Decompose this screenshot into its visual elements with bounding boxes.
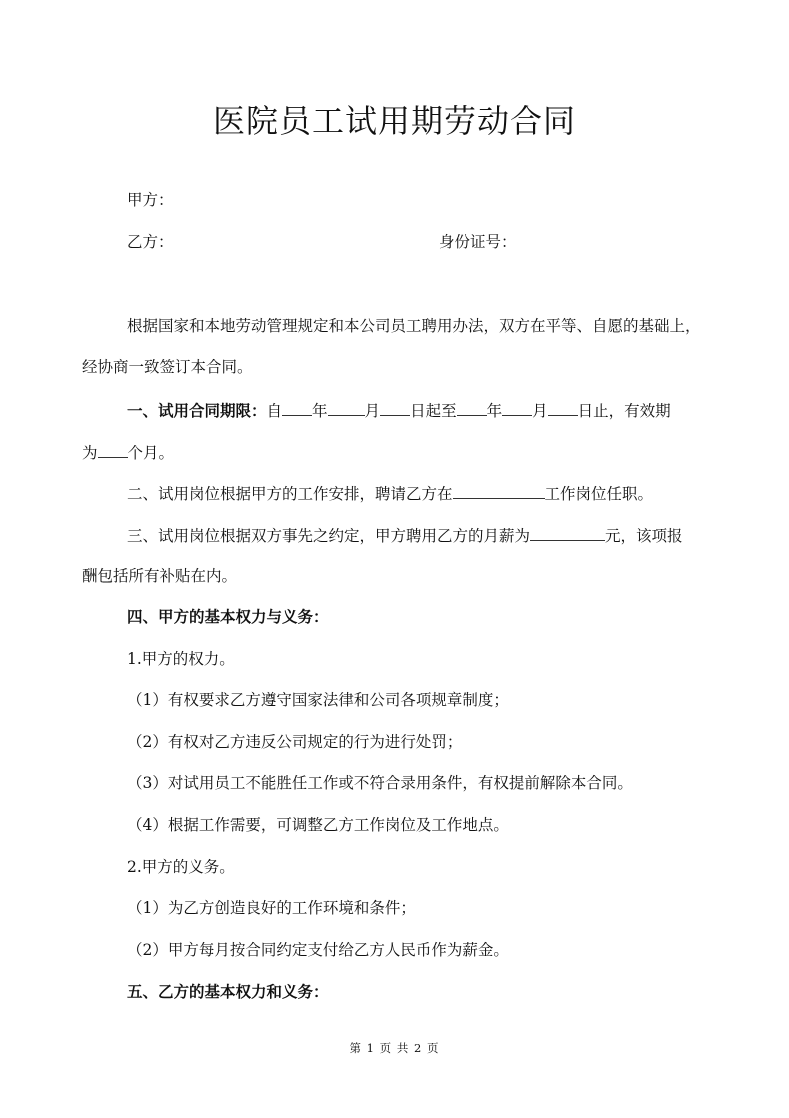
right-item-3: （3）对试用员工不能胜任工作或不符合录用条件，有权提前解除本合同。 — [127, 774, 633, 792]
document-title: 医院员工试用期劳动合同 — [212, 102, 576, 140]
right-item-4: （4）根据工作需要，可调整乙方工作岗位及工作地点。 — [127, 816, 509, 834]
party-a-rights-title: 1.甲方的权力。 — [127, 650, 235, 668]
start-month-blank[interactable] — [328, 399, 365, 416]
clause-1-line-2 — [82, 441, 174, 463]
clause-2 — [127, 482, 653, 504]
clause-1-end-text: 日止，有效期 — [577, 402, 671, 420]
end-month-blank[interactable] — [502, 399, 532, 416]
id-number-label: 身份证号： — [439, 233, 517, 251]
clause-3-line-2: 酬包括所有补贴在内。 — [82, 567, 238, 585]
page-footer: 第 1 页 共 2 页 — [349, 1041, 440, 1055]
party-a-duties-title: 2.甲方的义务。 — [127, 858, 235, 876]
intro-paragraph-line-1: 根据国家和本地劳动管理规定和本公司员工聘用办法，双方在平等、自愿的基础上， — [127, 317, 701, 335]
duty-item-1: （1）为乙方创造良好的工作环境和条件； — [127, 899, 416, 917]
intro-paragraph-line-2: 经协商一致签订本合同。 — [82, 358, 253, 376]
clause-1-year-2: 年 — [486, 402, 503, 420]
right-item-1: （1）有权要求乙方遵守国家法律和公司各项规章制度； — [127, 691, 509, 709]
party-b-label: 乙方： — [127, 233, 174, 251]
clause-1-line-1 — [127, 399, 671, 421]
clause-1-year-1: 年 — [312, 402, 328, 420]
duration-months-blank[interactable] — [98, 441, 128, 458]
clause-2-text-before: 二、试用岗位根据甲方的工作安排，聘请乙方在 — [127, 485, 453, 503]
clause-1-day-to: 日起至 — [410, 402, 457, 420]
clause-1-month-1: 月 — [364, 402, 381, 420]
clause-3-text-before: 三、试用岗位根据双方事先之约定，甲方聘用乙方的月薪为 — [127, 527, 531, 545]
clause-1-months-text: 个月。 — [127, 444, 175, 462]
clause-1-wei: 为 — [82, 444, 98, 462]
clause-3-line-1 — [127, 524, 683, 546]
right-item-2: （2）有权对乙方违反公司规定的行为进行处罚； — [127, 733, 463, 751]
start-day-blank[interactable] — [380, 399, 410, 416]
clause-3-text-after: 元，该项报 — [605, 527, 683, 545]
end-year-blank[interactable] — [457, 399, 487, 416]
clause-2-text-after: 工作岗位任职。 — [544, 485, 654, 503]
clause-1-from: 自 — [266, 402, 283, 420]
duty-item-2: （2）甲方每月按合同约定支付给乙方人民币作为薪金。 — [127, 941, 509, 959]
monthly-salary-blank[interactable] — [530, 524, 605, 541]
end-day-blank[interactable] — [548, 399, 578, 416]
clause-5-heading: 五、乙方的基本权力和义务： — [127, 982, 329, 1001]
position-blank[interactable] — [453, 482, 545, 499]
start-year-blank[interactable] — [282, 399, 312, 416]
party-a-label: 甲方： — [127, 191, 174, 209]
clause-4-heading: 四、甲方的基本权力与义务： — [127, 607, 329, 626]
clause-1-heading: 一、试用合同期限： — [127, 401, 267, 420]
clause-1-month-2: 月 — [532, 402, 548, 420]
